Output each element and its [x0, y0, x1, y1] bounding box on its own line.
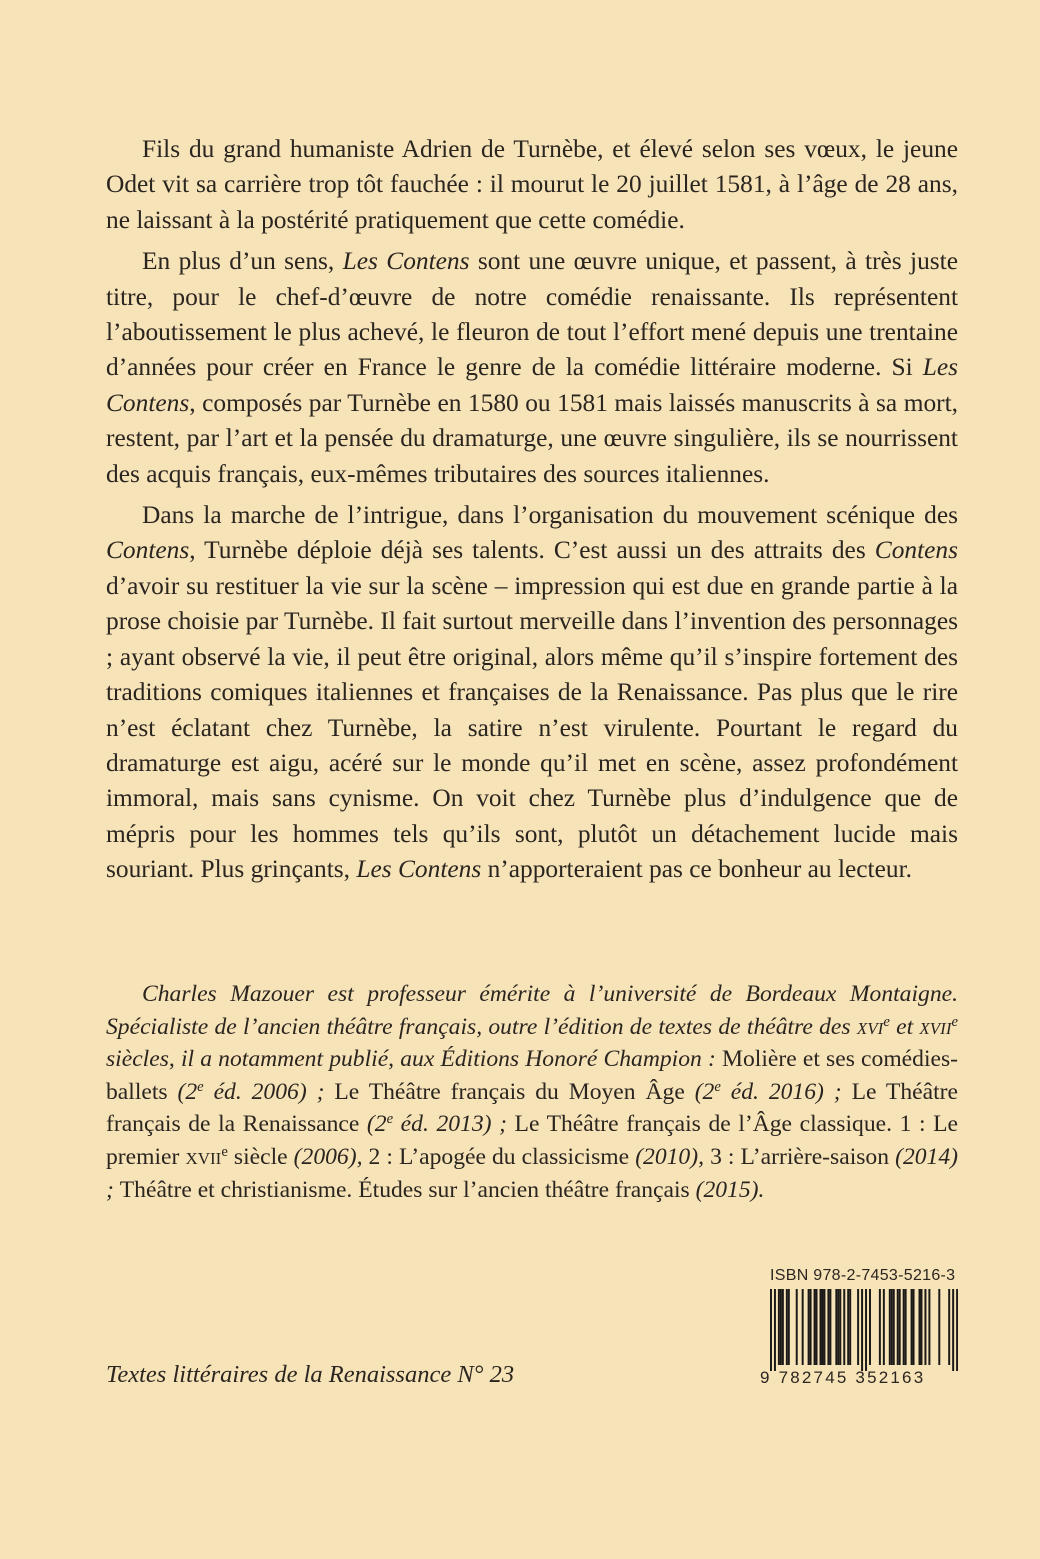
- century-numeral: xvii: [919, 1013, 952, 1040]
- barcode-bar: [899, 1289, 901, 1365]
- blurb-text: Fils du grand humaniste Adrien de Turnèbe, et élevé selon ses vœux, le jeune Odet vit sa carrière trop tôt fauchée : il mourut le 20 juillet 1581, à l’âge de 28 ans, ne laissant à la postérité pratiquement que cette comédie.: [106, 135, 958, 234]
- barcode-bar: [869, 1289, 871, 1365]
- author-bio-paragraph: [106, 978, 958, 1206]
- book-title: siècle: [227, 1143, 288, 1170]
- superscript: e: [197, 1078, 204, 1095]
- barcode-bar: [780, 1289, 782, 1365]
- edition-note: éd. 2006) ;: [203, 1078, 335, 1105]
- blurb-text: Dans la marche de l’intrigue, dans l’organisation du mouvement scénique des: [142, 501, 958, 530]
- barcode-bar: [839, 1289, 841, 1365]
- book-title: Théâtre et christianisme. Études sur l’ancien théâtre français: [119, 1176, 690, 1203]
- barcode-bar: [796, 1289, 798, 1365]
- blurb-paragraph-3: [106, 498, 958, 887]
- book-title: 3 : L’arrière-saison: [710, 1143, 890, 1170]
- barcode-bar: [897, 1289, 899, 1365]
- superscript: e: [951, 1013, 958, 1030]
- work-title: Contens: [874, 536, 958, 565]
- barcode-bar: [879, 1289, 881, 1365]
- book-title: Molière et ses comédies-ballets: [106, 1046, 959, 1105]
- author-bio: [106, 978, 958, 1206]
- blurb-text: sont une œuvre unique, et passent, à très juste titre, pour le chef-d’œuvre de notre comédie renaissante. Ils représentent l’aboutissement le plus achevé, le fleuron de tout l’effort mené depuis une trentaine d’années pour créer en France le genre de la comédie littéraire moderne. Si: [106, 247, 958, 382]
- edition-note: (2006),: [287, 1143, 369, 1170]
- book-title: 2 : L’apogée du classicisme: [368, 1143, 630, 1170]
- barcode-bar: [821, 1289, 823, 1365]
- blurb-text: d’avoir su restituer la vie sur la scène – impression qui est due en grande partie à la prose choisie par Turnèbe. Il fait surtout merveille dans l’invention des personnages ; ayant observé la vie, il peut être original, alors même qu’il s’inspire fortement des traditions comiques italiennes et françaises de la Renaissance. Pas plus que le rire n’est éclatant chez Turnèbe, la satire n’est virulente. Pourtant le regard du dramaturge est aigu, acéré sur le monde qu’il met en scène, assez profondément immoral, mais sans cynisme. On voit chez Turnèbe plus d’indulgence que de mépris pour les hommes tels qu’ils sont, plutôt un détachement lucide mais souriant. Plus grinçants,: [106, 571, 958, 884]
- barcode-bar: [814, 1289, 816, 1365]
- book-title: Le Théâtre français de l’Âge classique. 1 : Le premier: [106, 1111, 959, 1170]
- century-numeral: xvi: [856, 1013, 884, 1040]
- blurb-text: , Turnèbe déploie déjà ses talents. C’est aussi un des attraits des: [189, 536, 875, 565]
- barcode-bar: [843, 1289, 845, 1365]
- blurb-paragraph-1: [106, 132, 958, 238]
- barcode-bar: [861, 1289, 863, 1371]
- barcode-bar: [802, 1289, 804, 1365]
- barcode-bar: [786, 1289, 788, 1365]
- bio-text: siècles, il a notamment publié, aux Éditions Honoré Champion :: [106, 1046, 723, 1073]
- barcode-bar: [911, 1289, 913, 1365]
- barcode-bar: [823, 1289, 825, 1365]
- work-title: Les Contens: [342, 247, 470, 276]
- barcode-bar: [857, 1289, 859, 1365]
- barcode-bar: [827, 1289, 829, 1365]
- barcode-bar: [778, 1289, 780, 1365]
- barcode-bar: [808, 1289, 810, 1365]
- barcode-bar: [865, 1289, 867, 1371]
- barcode-bar: [938, 1289, 940, 1365]
- blurb: [106, 132, 958, 894]
- barcode-bars: [758, 1289, 958, 1371]
- barcode-bar: [820, 1289, 822, 1365]
- barcode-bar: [903, 1289, 905, 1365]
- edition-note: éd. 2016) ;: [720, 1078, 852, 1105]
- barcode-bar: [849, 1289, 851, 1365]
- barcode-bar: [810, 1289, 812, 1365]
- barcode-bar: [774, 1289, 776, 1371]
- barcode-bar: [952, 1289, 954, 1371]
- work-title: Les Contens: [106, 353, 958, 417]
- barcode-bar: [891, 1289, 893, 1365]
- superscript: e: [221, 1143, 228, 1160]
- superscript: e: [883, 1013, 890, 1030]
- book-title: Le Théâtre français du Moyen Âge: [334, 1078, 685, 1105]
- barcode-bar: [905, 1289, 907, 1365]
- isbn-label: ISBN 978-2-7453-5216-3: [770, 1267, 956, 1284]
- barcode-digits: 9 782745 352163: [760, 1368, 926, 1387]
- isbn-barcode: [758, 1267, 958, 1393]
- barcode-bar: [893, 1289, 895, 1365]
- barcode-bar: [919, 1289, 921, 1365]
- superscript: e: [714, 1078, 721, 1095]
- edition-note: (2014) ;: [106, 1143, 958, 1203]
- barcode-bar: [913, 1289, 915, 1365]
- barcode-bar: [829, 1289, 831, 1365]
- barcode-bar: [889, 1289, 891, 1365]
- barcode-bar: [816, 1289, 818, 1365]
- series-name: Textes littéraires de la Renaissance N° 23: [106, 1361, 515, 1388]
- edition-note: (2: [167, 1078, 198, 1105]
- barcode-bar: [928, 1289, 930, 1365]
- work-title: Contens: [106, 536, 190, 565]
- edition-note: (2: [359, 1111, 387, 1138]
- barcode-bar: [847, 1289, 849, 1365]
- barcode-bar: [883, 1289, 885, 1365]
- blurb-text: , composés par Turnèbe en 1580 ou 1581 mais laissés manuscrits à sa mort, restent, par l’art et la pensée du dramaturge, une œuvre singulière, ils se nourrissent des acquis français, eux-mêmes tributaires des sources italiennes.: [106, 388, 958, 488]
- blurb-text: En plus d’un sens,: [142, 247, 343, 276]
- barcode-bar: [956, 1289, 958, 1371]
- barcode-bar: [948, 1289, 950, 1365]
- blurb-paragraph-2: [106, 244, 958, 492]
- superscript: e: [386, 1111, 394, 1128]
- book-title: Le Théâtre français de la Renaissance: [106, 1078, 958, 1138]
- edition-note: éd. 2013) ;: [393, 1111, 515, 1138]
- barcode-bar: [920, 1289, 922, 1365]
- bio-text: et: [889, 1013, 920, 1040]
- edition-note: (2010),: [629, 1143, 711, 1170]
- edition-note: (2015).: [689, 1176, 765, 1203]
- barcode-bar: [770, 1289, 772, 1371]
- work-title: Les Contens: [356, 855, 482, 884]
- barcode-bar: [788, 1289, 790, 1365]
- barcode-bar: [837, 1289, 839, 1365]
- century-numeral: xvii: [185, 1143, 222, 1170]
- barcode-bar: [835, 1289, 837, 1365]
- bio-text: Charles Mazouer est professeur émérite à l’université de Bordeaux Montaigne. Spécialiste de l’ancien théâtre français, outre l’édition de textes de théâtre des: [106, 981, 958, 1040]
- blurb-text: n’apporteraient pas ce bonheur au lecteur.: [481, 855, 912, 884]
- barcode-bar: [782, 1289, 784, 1365]
- barcode-bar: [924, 1289, 926, 1365]
- edition-note: (2: [684, 1078, 715, 1105]
